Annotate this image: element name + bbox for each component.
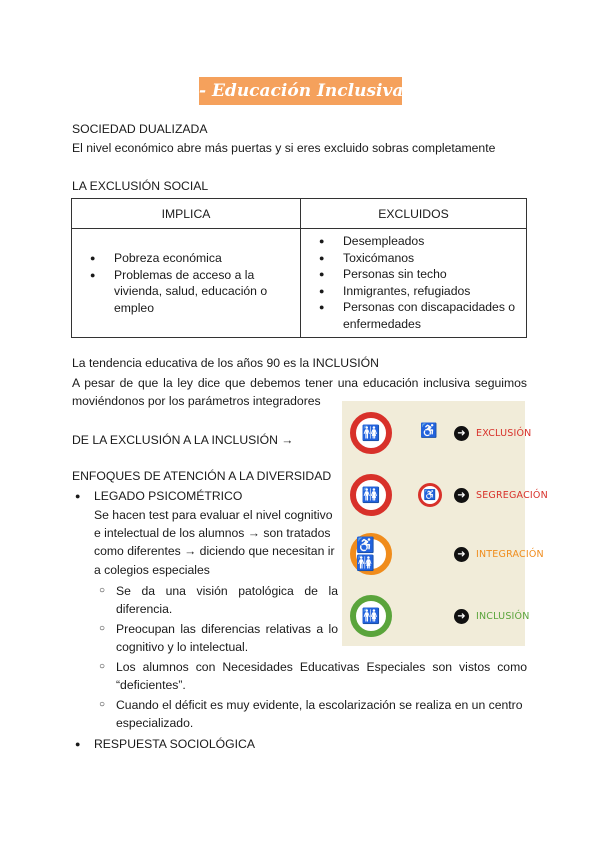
list-item: ● Personas con discapacidades o enfermedades (301, 299, 516, 332)
circle-bullet-icon: ○ (99, 585, 106, 596)
list-item: ● Toxicómanos (301, 250, 516, 267)
wheelchair-icon: ♿ (418, 483, 442, 507)
legado-point-3: Los alumnos con Necesidades Educativas Especiales son vistos como “deficientes”. (116, 660, 527, 693)
arrow-icon: ➜ (454, 488, 469, 503)
inclusion-row (342, 591, 530, 641)
bullet-icon: ● (75, 739, 81, 749)
label-exclusion: EXCLUSIÓN (476, 428, 532, 439)
legado-point-4: Cuando el déficit es muy evidente, la escolarización se realiza en un centro especializado. (116, 698, 523, 731)
exclusion-inclusion-diagram (342, 401, 548, 646)
legado-point-1: Se da una visión patológica de la diferencia. (116, 584, 338, 617)
inclusive-people-icon: 🚻 (350, 595, 392, 637)
exclusion-table (71, 198, 527, 338)
legado-point-2: Preocupan las diferencias relativas a lo cognitivo y lo intelectual. (116, 622, 338, 655)
page-title: - Educación Inclusiva - T4 (199, 77, 402, 105)
exclusion-heading: LA EXCLUSIÓN SOCIAL (72, 179, 209, 193)
list-item: ● Personas sin techo (301, 266, 516, 283)
list-item: ● Inmigrantes, refugiados (301, 283, 516, 300)
list-item: ● Desempleados (301, 233, 516, 250)
wheelchair-people-icon: ♿🚻 (350, 533, 392, 575)
sociedad-text: El nivel económico abre más puertas y si eres excluido sobras completamente (72, 141, 496, 155)
implica-cell (72, 229, 301, 338)
segregation-row (342, 470, 548, 520)
table-header-excluidos: EXCLUIDOS (301, 199, 527, 229)
arrow-icon: ➜ (454, 426, 469, 441)
arrow-icon: ➜ (454, 547, 469, 562)
tendencia-line2: A pesar de que la ley dice que debemos tener una educación inclusiva seguimos moviéndonos por los parámetros integradores (72, 376, 527, 408)
label-segregacion: SEGREGACIÓN (476, 490, 548, 501)
excluidos-cell (301, 229, 527, 338)
circle-bullet-icon: ○ (99, 661, 106, 672)
exclusion-row (342, 408, 532, 458)
legado-title: LEGADO PSICOMÉTRICO (94, 489, 243, 503)
respuesta-title: RESPUESTA SOCIOLÓGICA (94, 737, 255, 751)
enfoques-heading: ENFOQUES DE ATENCIÓN A LA DIVERSIDAD (72, 469, 332, 483)
circle-bullet-icon: ○ (99, 623, 106, 634)
exclusion-to-inclusion: DE LA EXCLUSIÓN A LA INCLUSIÓN → (72, 433, 294, 447)
wheelchair-icon: ♿ (420, 422, 438, 438)
label-integracion: INTEGRACIÓN (476, 549, 544, 560)
legado-description: Se hacen test para evaluar el nivel cognitivo e intelectual de los alumnos → son tratados como diferentes → diciendo que necesitan ir a colegios especiales (94, 508, 335, 577)
bullet-icon: ● (75, 491, 81, 501)
circle-bullet-icon: ○ (99, 699, 106, 710)
integration-row (342, 529, 544, 579)
sociedad-heading: SOCIEDAD DUALIZADA (72, 122, 208, 136)
people-icon: 🚻 (350, 474, 392, 516)
tendencia-line1: La tendencia educativa de los años 90 es la INCLUSIÓN (72, 356, 379, 370)
people-icon: 🚻 (350, 412, 392, 454)
label-inclusion: INCLUSIÓN (476, 611, 530, 622)
list-item: ● Pobreza económica (72, 250, 292, 267)
list-item: ● Problemas de acceso a la vivienda, salud, educación o empleo (72, 267, 292, 317)
arrow-icon: ➜ (454, 609, 469, 624)
table-header-implica: IMPLICA (72, 199, 301, 229)
